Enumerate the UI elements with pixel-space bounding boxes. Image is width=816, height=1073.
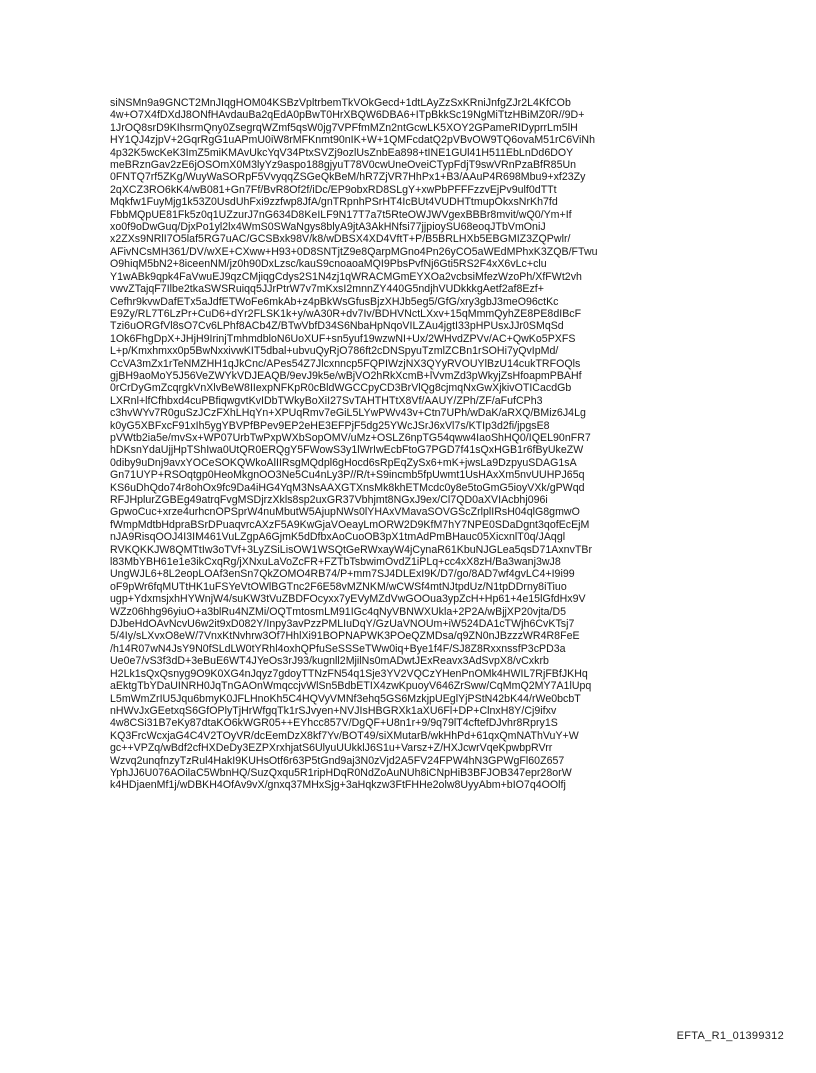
text-line: 5/4Iy/sLXvxO8eW/7VnxKtNvhrw3Of7HhlXi91BOPNAPWK3POeQZMDsa/q9ZN0nJBzzzWR4R8FeE xyxy=(110,630,580,643)
text-line: 4p32K5wcKeK3ImZ5miKMAvUkcYqV34PtxSVZj9ozlUsZnbEa898+tINE1GUl41H511EbLnDd6DOY xyxy=(110,146,574,159)
text-line: L+p/Kmxhmxx0p5BwNxxivwKIT5dbal+ubvuQyRjO786ft2cDNSpyuTzmlZCBn1rSOHi7yQvIpMd/ xyxy=(110,345,559,358)
text-line: DJbeHdOAvNcvU6w2it9xD082Y/Inpy3avPzzPMLIuDqY/GzUaVNOUm+iW524DA1cTWjh6CvKTsj7 xyxy=(110,618,575,631)
text-line: siNSMn9a9GNCT2MnJIqgHOM04KSBzVpltrbemTkVOkGecd+1dtLAyZzSxKRniJnfgZJr2L4KfCOb xyxy=(110,97,571,109)
text-line: l83MbYBH61e1e3ikCxqRg/jXNxuLaVoZcFR+FZTbTsbwimOvdZ1iPLq+cc4xX8zH/Ba3wanj3wJ8 xyxy=(110,556,561,569)
text-line: YphJJ6U076AOilaC5WbnHQ/SuzQxqu5R1ripHDqR0NdZoAuNUh8iCNpHiB3BFJOB347epr28orW xyxy=(110,766,572,779)
text-line: /h14R07wN4JsY9N0fSLdLW0tYRhl4oxhQPfuSeSSSeTWw0iq+Bye1f4F/SJ8Z8RxxnssfP3cPD3a xyxy=(110,642,566,655)
text-line: ugp+YdxmsjxhHYWnjW4/suKW3tVuZBDFOcyxx7yEVyMZdVwGOOua3ypZcH+Hp61+4e15lGfdHx9V xyxy=(110,593,586,606)
text-line: Ue0e7/vS3f3dD+3eBuE6WT4JYeOs3rJ93/kugnll2MjilNs0mADwtJExReavx3AdSvpX8/vCxkrb xyxy=(110,655,549,668)
text-line: pVWtb2ia5e/mvSx+WP07UrbTwPxpWXbSopOMV/uMz+OSLZ6npTG54qww4IaoShHQ0/IQEL90nFR7 xyxy=(110,431,591,444)
text-line: GpwoCuc+xrze4urhcnOPSprW4nuMbutW5AjupNWs0lYHAxVMavaSOVGScZrlplIRsH04qlG8gmwO xyxy=(110,506,580,519)
text-line: oF9pWr6fqMUTtHK1uFSYeVtOWlBGTnc2F6E58vMZNKM/wCWSf4mtNJtpdUz/N1tpDDrny8iTiuo xyxy=(110,580,567,593)
text-line: LXRnl+lfCfhbxd4cuPBfiqwgvtKvIDbTWkyBoXiI27SvTAHTHTtX8Vf/AAUY/ZPh/ZF/aFufCPh3 xyxy=(110,394,543,407)
text-line: 2qXCZ3RO6kK4/wB081+Gn7Ff/BvR8Of2f/iDc/EP9obxRD8SLgY+xwPbPFFFzzvEjPv9ulf0dTTt xyxy=(110,183,557,196)
text-line: nJA9RisqOOJ4I3IM461VuLZgpA6GjmK5dDfbxAoCuoOB3pX1tmAdPmBHauc05XicxnlT0q/JAqgl xyxy=(110,531,566,544)
text-line: UngWJL6+8L2eopLOAf3enSn7QkZOMO4RB74/P+mm7SJ4DLExI9K/D7/go/8AD7wf4gvLC4+I9i99 xyxy=(110,568,575,581)
text-line: WZz06hhg96yiuO+a3blRu4NZMi/OQTmtosmLM91IGc4qNyVBNWXUkla+2P2A/wBjjXP20vjta/D5 xyxy=(110,605,567,618)
text-line: CcVA3mZx1rTeNMZHH1qJkCnc/APes54Z7Jlcxnncp5FQPIWzjNX3QYyRVOUYlBzU14cukTRFOQls xyxy=(110,357,581,370)
text-line: fWmpMdtbHdpraBSrDPuaqvrcAXzF5A9KwGjaVOeayLmORW2D9KfM7hY7NPE0SDaDgnt3qofEcEjM xyxy=(110,518,590,531)
text-line: O9hiqM5bN2+8iceenNM/jz0h90DxLzsc/kauS9cnoaoaMQI9PbsPvfNj6Gti5RS2F4xX6vLc+clu xyxy=(110,258,547,271)
text-line: RFJHplurZGBEg49atrqFvgMSDjrzXkls8sp2uxGR37Vbhjmt8NGxJ9ex/Cl7QD0aXVIAcbhj096i xyxy=(110,494,548,506)
text-line: vwvZTajqF7Ilbe2tkaSWSRuiqq5JJrPtrW7v7mKxsI2mnnZY440G5ndjhVUDkkkgAetf2af8Ezf+ xyxy=(110,283,544,296)
text-line: c3hvWYv7R0guSzJCzFXhLHqYn+XPUqRmv7eGiL5LYwPWv43v+Ctn7UPh/wDaK/aRXQ/BMiz6J4Lg xyxy=(110,407,586,420)
text-line: xo0f9oDwGuq/DjxPo1yl2lx4WmS0SWaNgys8blyA9jtA3AkHNfsi77jjpioySU68eoqJTbVmOniJ xyxy=(110,221,546,234)
text-line: meBRznGav2zE6jOSOmX0M3lyYz9aspo188gjyuT78V0cwUneOveiCTypFdjT9swVRnPzaBfR85Un xyxy=(110,159,577,172)
text-line: gjBH9aoMoY5J56VeZWYkVDJEAQB/9evJ9k5e/wBjVO2hRkXcmB+lVvmZd3pWkyjZsHfoapmPBAHf xyxy=(110,369,582,382)
text-line: x2ZXs9NRlI7O5laf5RG7uAC/GCSBxk98V/k8/wDBSX4XD4VftT+P/B5BRLHXb5EBGMIZ3ZQPwlr/ xyxy=(110,233,571,246)
text-line: H2Lk1sQxQsnyg9O9K0XG4nJqyz7gdoyTTNzFN54q1Sje3YV2VQCzYHenPnOMk4HWIL7RjFBfJKHq xyxy=(110,667,588,680)
text-line: L5mWmZrIU5Jqu6bmyK0JFLHnoKh5C4HQVyVMNf3ehq5GS6MzkjpUEglYjPStN42bK44/rWe0bcbT xyxy=(110,692,581,705)
text-line: 0diby9uDnj9avxYOCeSOKQWkoAlIIRsgMQdpl6gHocd6sRpEqZySx6+mK+jwsLa9DzpyuSDAG1sA xyxy=(110,456,577,469)
text-line: Wzvq2unqfnzyTzRul4HakI9KUHsOtf6r63P5tGnd9aj3N0zVjd2A5FV24FPW4hN3GPWgFl60Z657 xyxy=(110,754,565,767)
text-line: Cefhr9kvwDafETx5aJdfETWoFe6mkAb+z4pBkWsGfusBjzXHJb5eg5/GfG/xry3gbJ3meO96ctKc xyxy=(110,295,559,308)
text-line: k4HDjaenMf1j/wDBKH4OfAv9vX/gnxq37MHxSjg+3aHqkzw3FtFHHe2olw8UyyAbm+bIO7q4OOlfj xyxy=(110,779,566,792)
text-line: E9Zy/RL7T6LzPr+CuD6+dYr2FLSK1k+y/wA30R+dv7Iv/BDHVNctLXxv+15qMmmQyhZE8PE8dIBcF xyxy=(110,307,582,320)
text-line: Tzi6uORGfVl8sO7Cv6LPhf8ACb4Z/BTwVbfD34S6NbaHpNqoVILZAu4jgtI33pHPUsxJJr0SMqSd xyxy=(110,320,564,333)
text-line: 0FNTQ7rf5ZKg/WuyWaSORpF5VvyqqZSGeQkBeM/hR7ZjVR7HhPx1+B3/AAuP4R698Mbu9+xf23Zy xyxy=(110,171,586,184)
text-line: Mqkfw1FuyMjg1k53Z0UsdUhFxi9zzfwp8JfA/gnTRpnhPSrHT4IcBUt4VUDHTtmupOkxsNrKh7fd xyxy=(110,196,558,209)
text-line: RVKQKKJW8QMTtIw3oTVf+3LyZSiLisOW1WSQtGeRWxayW4jCynaR61KbuNJGLea5qsD71AxnvTBr xyxy=(110,543,593,556)
document-id-footer: EFTA_R1_01399312 xyxy=(676,1030,784,1042)
text-line: nHWvJxGEetxqS6GfOPlyTjHrWfgqTk1rSJvyen+NVJIsHBGRXk1aXU6Fl+DP+ClnxH8Y/Cj9ifxv xyxy=(110,704,557,717)
text-line: 1JrOQ8srD9KIhsrmQny0ZsegrqWZmf5qsW0jg7VPFfmMZn2ntGcwLK5XOY2GPameRIDyprrLm5lH xyxy=(110,121,578,134)
text-line: gc++VPZq/wBdf2cfHXDeDy3EZPXrxhjatS6UlyuUUkklJ6S1u+Varsz+Z/HXJcwrVqeKpwbpRVrr xyxy=(110,742,553,755)
text-line: aEktgTbYDaUINRH0JqTnGAOnWmqccjvWlSn5BdbETIX4zwKpuoyV646ZrSww/CqMmQ2MY7A1lUpq xyxy=(110,680,592,693)
text-line: 1Ok6FhgDpX+JHjH9IrinjTmhmdbloN6UoXUF+sn5yuf19wzwNI+Ux/2WHvdZPVv/AC+QwKo5PXFS xyxy=(110,332,576,345)
text-line: KS6uDhQdo74r8ohOx9fc9Da4iHG4YqM3NsAAXGTXnsMk8khETMcdc0y8e5toGmG5ioyVXk/gPWqd xyxy=(110,481,585,494)
text-line: FbbMQpUE81Fk5z0q1UZzurJ7nG634D8KeILF9N17T7a7t5RteOWJWVgexBBBr8mvit/wQ0/Ym+If xyxy=(110,208,572,221)
text-line: AFivNCsMH361/DV/wXE+CXww+H93+0D8SNTjtZ9e8QarpMGno4Pn26yCO5aWEdMPhxK3ZQB/FTwu xyxy=(110,245,598,258)
text-line: Gn71UYP+RSOqtgp0HeoMkgnOO3Ne5Cu4nLy3P//R/t+S9incmb5fpUwmt1UsHAxXm5nvUUHPJ65q xyxy=(110,469,585,482)
text-line: 4w+O7X4fDXdJ8ONfHAvdauBa2qEdA0pBwT0HrXBQW6DBA6+ITpBkkSc19NgMiTtzHBiMZ0R//9D+ xyxy=(110,109,585,122)
text-line: KQ3FrcWcxjaG4C4V2TOyVR/dcEemDzX8kf7Yv/BOT49/siXMutarB/wkHhPd+61qxQmNAThVuY+W xyxy=(110,729,579,742)
text-line: 4w8CSi31B7eKy87dtaKO6kWGR05++EYhcc857V/DgQF+U8n1r+9/9q79lT4cftefDJvhr8Rpry1S xyxy=(110,717,558,730)
encoded-text-block xyxy=(110,97,710,792)
text-line: 0rCrDyGmZcqrgkVnXlvBeW8IIexpNFKpR0cBldWGCCpyCD3BrVlQg8cjmqNxGwXjkivOTICacdGb xyxy=(110,382,572,395)
text-line: Y1wABk9qpk4FaVwuEJ9qzCMjiqgCdys2S1N4zj1qWRACMGmEYXOa2vcbsiMfezWzoPh/XfFWt2vh xyxy=(110,270,582,283)
text-line: HY1QJ4zjpV+2GqrRgG1uAPmU0iW8rMFKnmt90nIK+W+1QMFcdatQ2pVBvOW9TQ6ovaM51rC6ViNh xyxy=(110,134,595,147)
text-line: hDKsnYdaUjjHpTShIwa0UtQR0ERQgY5FWowS3y1lWrIwEcbFtoG7PGD7f41sQxHGB1r6fByUkeZW xyxy=(110,444,584,457)
text-line: k0yG5XBFxcF91xIh5ygYBVPfBPev9EP2eHE3EFPjF5dg25YWcJSrJ6xVl7s/KTIp3d2fi/jpgsE8 xyxy=(110,419,550,432)
